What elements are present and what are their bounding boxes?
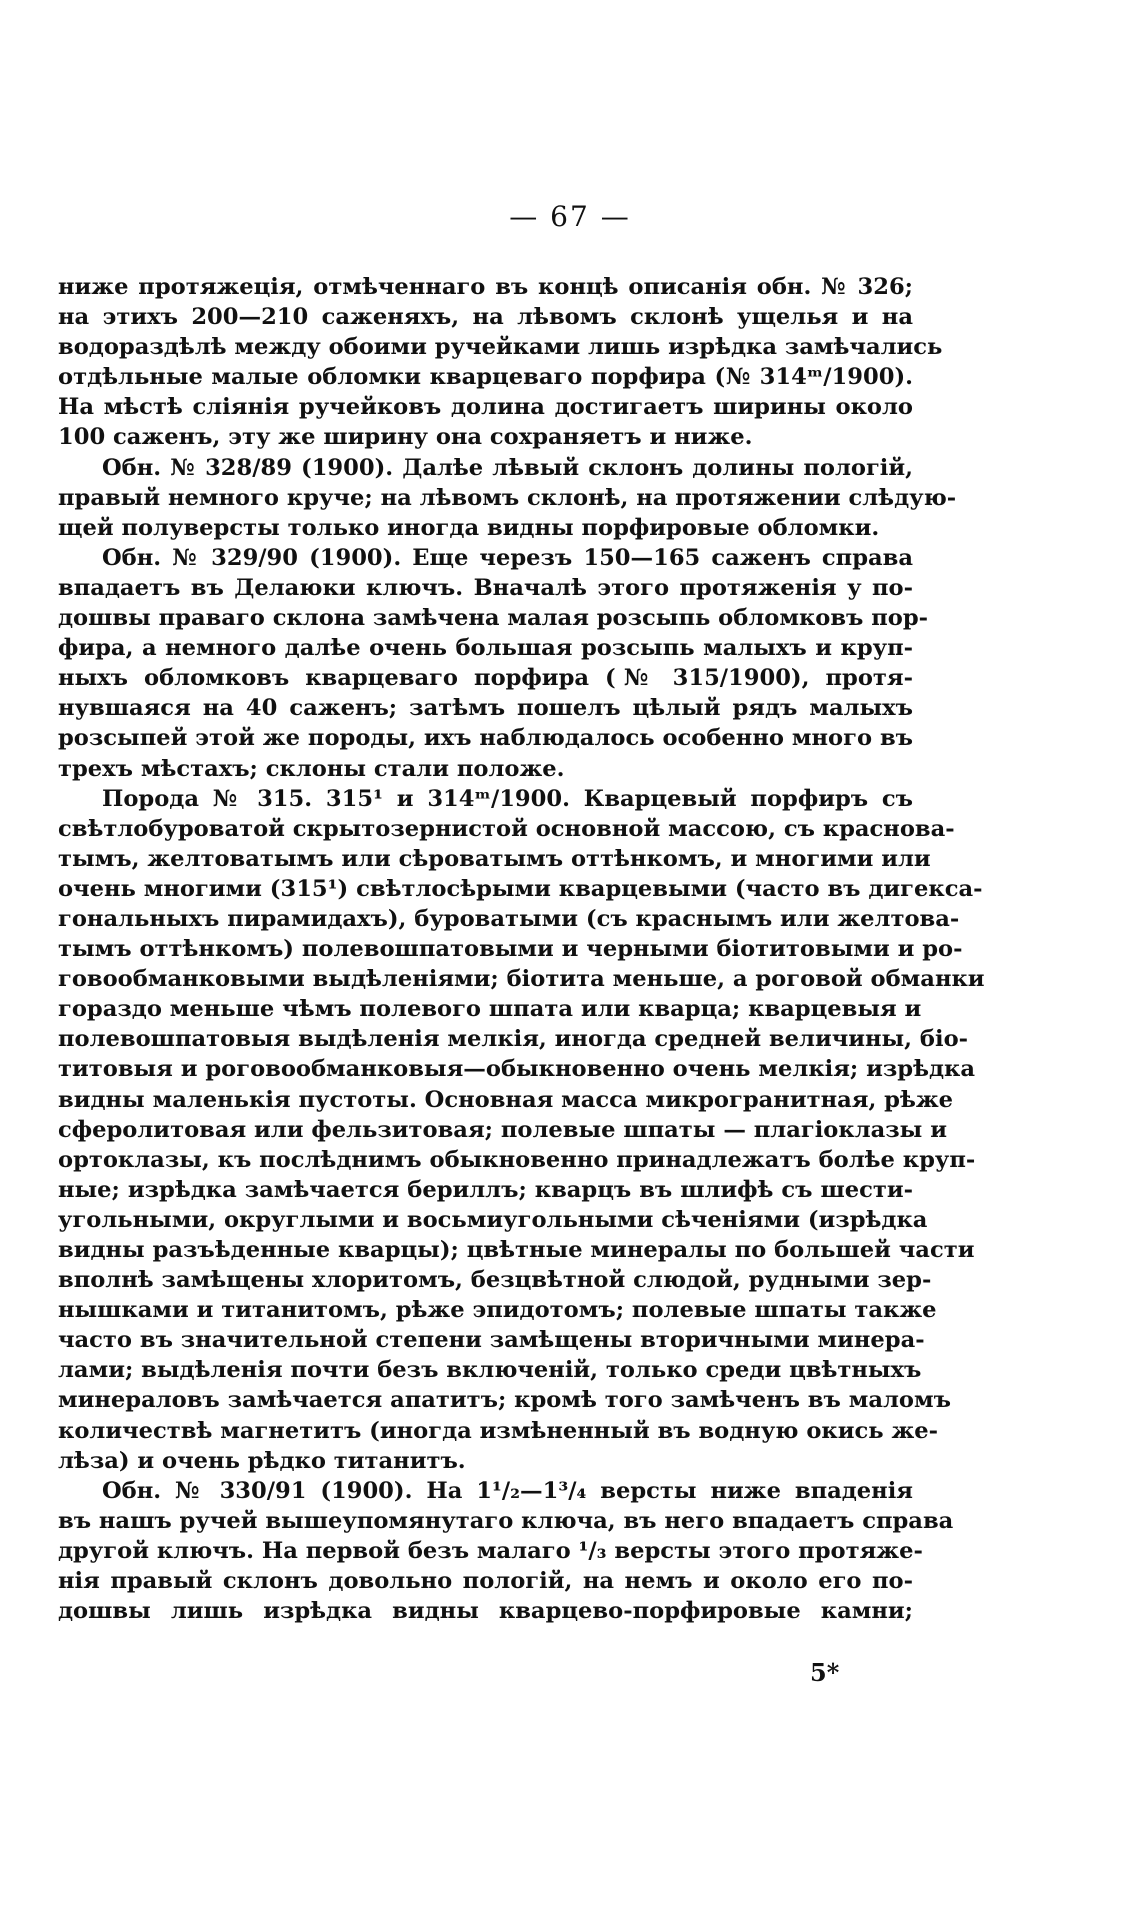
text-line: отдѣльные малые обломки кварцеваго порфира (№ 314ᵐ/1900). bbox=[58, 364, 913, 391]
text-line: щей полуверсты только иногда видны порфировые обломки. bbox=[58, 514, 880, 541]
text-line: Обн. № 328/89 (1900). Далѣе лѣвый склонъ долины пологій, bbox=[102, 454, 913, 481]
body-text bbox=[58, 272, 985, 1626]
text-line: Порода № 315. 315¹ и 314ᵐ/1900. Кварцевый порфиръ съ bbox=[102, 785, 913, 812]
text-line: гораздо меньше чѣмъ полевого шпата или кварца; кварцевыя и bbox=[58, 996, 922, 1023]
text-line: правый немного круче; на лѣвомъ склонѣ, на протяжении слѣдую- bbox=[58, 484, 957, 511]
text-line: угольными, округлыми и восьмиугольными сѣченіями (изрѣдка bbox=[58, 1206, 928, 1233]
text-line: дошвы лишь изрѣдка видны кварцево-порфировые камни; bbox=[58, 1598, 913, 1625]
text-line: впадаетъ въ Делаюки ключъ. Вначалѣ этого протяженія у по- bbox=[58, 574, 913, 601]
text-line: титовыя и роговообманковыя—обыкновенно очень мелкія; изрѣдка bbox=[58, 1056, 975, 1083]
text-line: трехъ мѣстахъ; склоны стали положе. bbox=[58, 755, 565, 782]
text-line: полевошпатовыя выдѣленія мелкія, иногда средней величины, біо- bbox=[58, 1026, 969, 1053]
text-line: очень многими (315¹) свѣтлосѣрыми кварцевыми (часто въ дигекса- bbox=[58, 875, 983, 902]
text-line: Обн. № 329/90 (1900). Еще черезъ 150—165 саженъ справа bbox=[102, 544, 913, 571]
text-line: гональныхъ пирамидахъ), буроватыми (съ краснымъ или желтова- bbox=[58, 905, 960, 932]
text-line: лами; выдѣленія почти безъ включеній, только среди цвѣтныхъ bbox=[58, 1357, 922, 1384]
text-line: часто въ значительной степени замѣщены вторичными минера- bbox=[58, 1327, 925, 1354]
text-line: тымъ, желтоватымъ или сѣроватымъ оттѣнкомъ, и многими или bbox=[58, 845, 931, 872]
text-line: На мѣстѣ слiянія ручейковъ долина достигаетъ ширины около bbox=[58, 394, 913, 421]
text-line: нувшаяся на 40 саженъ; затѣмъ пошелъ цѣлый рядъ малыхъ bbox=[58, 695, 913, 722]
text-line: фира, а немного далѣе очень большая розсыпь малыхъ и круп- bbox=[58, 635, 913, 662]
text-line: вполнѣ замѣщены хлоритомъ, безцвѣтной слюдой, рудными зер- bbox=[58, 1267, 932, 1294]
text-line: тымъ оттѣнкомъ) полевошпатовыми и черными біотитовыми и ро- bbox=[58, 936, 963, 963]
text-line: въ нашъ ручей вышеупомянутаго ключа, въ него впадаетъ справа bbox=[58, 1507, 954, 1534]
text-line: сферолитовая или фельзитовая; полевые шпаты — плагіоклазы и bbox=[58, 1116, 947, 1143]
text-line: свѣтлобуроватой скрытозернистой основной массою, съ красновa- bbox=[58, 815, 955, 842]
text-line: ниже протяжеція, отмѣченнаго въ концѣ описанія обн. № 326; bbox=[58, 274, 913, 300]
text-line: видны маленькія пустоты. Основная масса микрогранитная, рѣже bbox=[58, 1086, 954, 1113]
text-line: 100 саженъ, эту же ширину она сохраняетъ и ниже. bbox=[58, 424, 753, 451]
text-line: ортоклазы, къ послѣднимъ обыкновенно принадлежатъ болѣе круп- bbox=[58, 1146, 976, 1173]
text-line: розсыпей этой же породы, ихъ наблюдалось особенно много въ bbox=[58, 725, 913, 752]
text-line: видны разъѣденные кварцы); цвѣтные минералы по большей части bbox=[58, 1237, 975, 1263]
text-line: другой ключъ. На первой безъ малаго ¹/₃ версты этого протяже- bbox=[58, 1537, 923, 1564]
text-line: нышками и титанитомъ, рѣже эпидотомъ; полевые шпаты также bbox=[58, 1297, 937, 1324]
text-line: лѣза) и очень рѣдко титанитъ. bbox=[58, 1447, 466, 1474]
text-line: минераловъ замѣчается апатитъ; кромѣ того замѣченъ въ маломъ bbox=[58, 1387, 951, 1414]
text-line: количествѣ магнетитъ (иногда измѣненный въ водную окись же- bbox=[58, 1417, 939, 1444]
text-line: нія правый склонъ довольно пологій, на немъ и около его по- bbox=[58, 1568, 913, 1595]
text-line: на этихъ 200—210 саженяхъ, на лѣвомъ склонѣ ущелья и на bbox=[58, 304, 913, 331]
text-line: Обн. № 330/91 (1900). На 1¹/₂—1³/₄ версты ниже впаденія bbox=[102, 1477, 913, 1504]
text-line: водораздѣлѣ между обоими ручейками лишь изрѣдка замѣчались bbox=[58, 334, 943, 361]
text-line: ныхъ обломковъ кварцеваго порфира (№ 315/1900), протя- bbox=[58, 665, 913, 692]
page-number: — 67 — bbox=[509, 200, 631, 233]
signature-mark: 5* bbox=[810, 1658, 840, 1687]
text-line: ные; изрѣдка замѣчается бериллъ; кварцъ въ шлифѣ съ шести- bbox=[58, 1176, 913, 1203]
text-line: говообманковыми выдѣленіями; біотита меньше, а роговой обманки bbox=[58, 966, 985, 993]
text-line: дошвы праваго склона замѣчена малая розсыпь обломковъ пор- bbox=[58, 605, 929, 632]
